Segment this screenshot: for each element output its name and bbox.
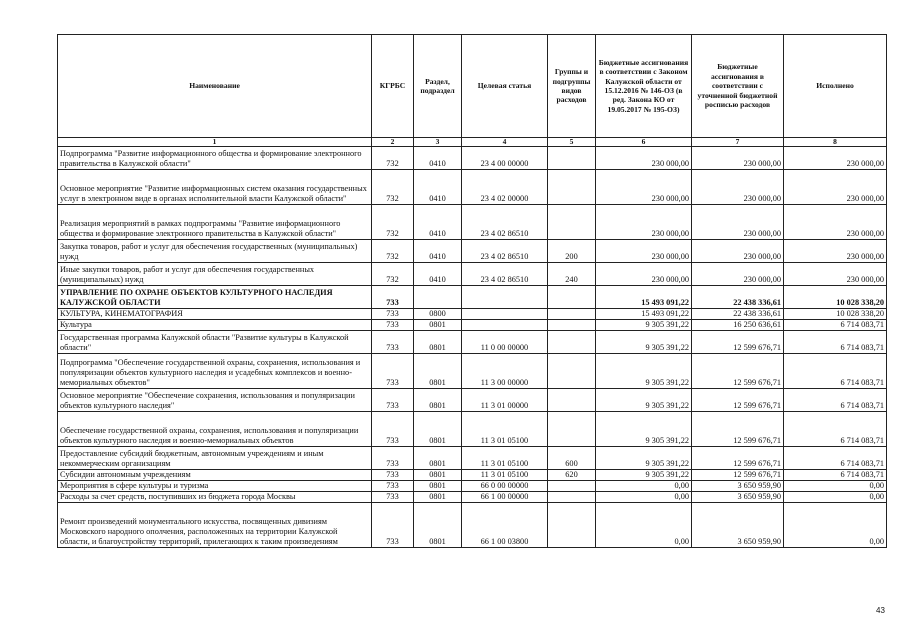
cell-group xyxy=(548,320,596,331)
cell-group xyxy=(548,354,596,389)
cell-budget-law: 9 305 391,22 xyxy=(596,470,692,481)
cell-group xyxy=(548,170,596,205)
cell-executed: 0,00 xyxy=(784,503,887,548)
header-target: Целевая статья xyxy=(462,35,548,138)
table-row xyxy=(58,320,887,331)
cell-budget-law: 230 000,00 xyxy=(596,147,692,170)
cell-group: 240 xyxy=(548,263,596,286)
cell-budget-refined: 16 250 636,61 xyxy=(692,320,784,331)
table-row xyxy=(58,492,887,503)
column-number: 2 xyxy=(372,138,414,147)
cell-budget-refined: 230 000,00 xyxy=(692,263,784,286)
cell-section: 0801 xyxy=(414,320,462,331)
cell-section: 0410 xyxy=(414,147,462,170)
cell-ktrbs: 733 xyxy=(372,492,414,503)
cell-budget-law: 15 493 091,22 xyxy=(596,286,692,309)
header-executed: Исполнено xyxy=(784,35,887,138)
table-row xyxy=(58,205,887,240)
cell-executed: 230 000,00 xyxy=(784,170,887,205)
cell-section: 0801 xyxy=(414,492,462,503)
cell-ktrbs: 732 xyxy=(372,263,414,286)
cell-group xyxy=(548,503,596,548)
table-row xyxy=(58,170,887,205)
cell-target: 23 4 00 00000 xyxy=(462,147,548,170)
cell-group xyxy=(548,309,596,320)
cell-group xyxy=(548,412,596,447)
cell-budget-refined: 12 599 676,71 xyxy=(692,354,784,389)
header-budget-refined: Бюджетные ассигнования в соответствии с уточненной бюджетной росписью расходов xyxy=(692,35,784,138)
column-number: 8 xyxy=(784,138,887,147)
cell-executed: 6 714 083,71 xyxy=(784,447,887,470)
cell-target: 11 0 00 00000 xyxy=(462,331,548,354)
cell-budget-law: 9 305 391,22 xyxy=(596,389,692,412)
cell-name: Реализация мероприятий в рамках подпрограммы "Развитие информационного общества и формирование электронного правительства в Калужской области" xyxy=(58,205,372,240)
cell-ktrbs: 733 xyxy=(372,286,414,309)
cell-name: Субсидии автономным учреждениям xyxy=(58,470,372,481)
cell-ktrbs: 732 xyxy=(372,205,414,240)
cell-executed: 230 000,00 xyxy=(784,205,887,240)
column-number: 4 xyxy=(462,138,548,147)
cell-target: 23 4 02 86510 xyxy=(462,263,548,286)
table-row xyxy=(58,481,887,492)
header-groups: Группы и подгруппы видов расходов xyxy=(548,35,596,138)
column-number: 3 xyxy=(414,138,462,147)
table-row xyxy=(58,470,887,481)
cell-budget-refined: 230 000,00 xyxy=(692,147,784,170)
cell-ktrbs: 733 xyxy=(372,354,414,389)
cell-budget-law: 15 493 091,22 xyxy=(596,309,692,320)
cell-budget-refined: 22 438 336,61 xyxy=(692,286,784,309)
cell-target: 66 1 00 03800 xyxy=(462,503,548,548)
cell-budget-refined: 3 650 959,90 xyxy=(692,503,784,548)
cell-executed: 6 714 083,71 xyxy=(784,412,887,447)
cell-target: 23 4 02 86510 xyxy=(462,205,548,240)
cell-budget-law: 230 000,00 xyxy=(596,205,692,240)
table-row xyxy=(58,503,887,548)
cell-budget-law: 230 000,00 xyxy=(596,170,692,205)
cell-budget-refined: 3 650 959,90 xyxy=(692,481,784,492)
table-row xyxy=(58,286,887,309)
cell-section: 0801 xyxy=(414,503,462,548)
cell-group xyxy=(548,205,596,240)
cell-section: 0801 xyxy=(414,470,462,481)
cell-ktrbs: 733 xyxy=(372,320,414,331)
cell-section: 0800 xyxy=(414,309,462,320)
cell-group xyxy=(548,331,596,354)
cell-ktrbs: 732 xyxy=(372,240,414,263)
cell-section: 0801 xyxy=(414,412,462,447)
cell-budget-refined: 230 000,00 xyxy=(692,205,784,240)
cell-group: 200 xyxy=(548,240,596,263)
cell-budget-law: 9 305 391,22 xyxy=(596,412,692,447)
cell-target xyxy=(462,320,548,331)
cell-section: 0801 xyxy=(414,447,462,470)
header-name: Наименование xyxy=(58,35,372,138)
cell-name: Мероприятия в сфере культуры и туризма xyxy=(58,481,372,492)
cell-target: 66 1 00 00000 xyxy=(462,492,548,503)
cell-budget-law: 230 000,00 xyxy=(596,240,692,263)
column-number: 6 xyxy=(596,138,692,147)
header-budget-law: Бюджетные ассигнования в соответствии с Законом Калужской области от 15.12.2016 № 146-ОЗ (в ред. Закона КО от 19.05.2017 № 195-ОЗ) xyxy=(596,35,692,138)
cell-ktrbs: 732 xyxy=(372,147,414,170)
cell-executed: 6 714 083,71 xyxy=(784,470,887,481)
cell-section: 0801 xyxy=(414,389,462,412)
cell-name: КУЛЬТУРА, КИНЕМАТОГРАФИЯ xyxy=(58,309,372,320)
table-row xyxy=(58,331,887,354)
cell-budget-refined: 3 650 959,90 xyxy=(692,492,784,503)
cell-ktrbs: 733 xyxy=(372,309,414,320)
cell-section xyxy=(414,286,462,309)
cell-ktrbs: 733 xyxy=(372,481,414,492)
cell-section: 0410 xyxy=(414,205,462,240)
cell-target: 11 3 00 00000 xyxy=(462,354,548,389)
table-body xyxy=(58,147,887,548)
cell-group xyxy=(548,492,596,503)
cell-ktrbs: 733 xyxy=(372,470,414,481)
cell-budget-refined: 12 599 676,71 xyxy=(692,470,784,481)
cell-group: 620 xyxy=(548,470,596,481)
table-row xyxy=(58,412,887,447)
cell-name: Предоставление субсидий бюджетным, автономным учреждениям и иным некоммерческим организациям xyxy=(58,447,372,470)
cell-name: Государственная программа Калужской области "Развитие культуры в Калужской области" xyxy=(58,331,372,354)
cell-target: 11 3 01 05100 xyxy=(462,470,548,481)
cell-group xyxy=(548,481,596,492)
table-row xyxy=(58,147,887,170)
cell-budget-law: 9 305 391,22 xyxy=(596,447,692,470)
cell-budget-refined: 22 438 336,61 xyxy=(692,309,784,320)
cell-budget-refined: 12 599 676,71 xyxy=(692,412,784,447)
cell-ktrbs: 732 xyxy=(372,170,414,205)
header-row xyxy=(58,35,887,138)
cell-target: 11 3 01 05100 xyxy=(462,412,548,447)
cell-ktrbs: 733 xyxy=(372,503,414,548)
cell-name: Расходы за счет средств, поступивших из бюджета города Москвы xyxy=(58,492,372,503)
cell-name: Культура xyxy=(58,320,372,331)
column-number-row xyxy=(58,138,887,147)
cell-name: Подпрограмма "Развитие информационного общества и формирование электронного правительства в Калужской области" xyxy=(58,147,372,170)
cell-target: 11 3 01 05100 xyxy=(462,447,548,470)
cell-ktrbs: 733 xyxy=(372,447,414,470)
cell-section: 0801 xyxy=(414,354,462,389)
cell-section: 0801 xyxy=(414,331,462,354)
cell-name: Ремонт произведений монументального искусства, посвященных дивизиям Московского народного ополчения, расположенных на территории Калужской области, и благоустройству территорий, прилегающих к таким произведениям xyxy=(58,503,372,548)
cell-budget-refined: 12 599 676,71 xyxy=(692,447,784,470)
cell-name: Основное мероприятие "Обеспечение сохранения, использования и популяризации объектов культурного наследия" xyxy=(58,389,372,412)
cell-target: 11 3 01 00000 xyxy=(462,389,548,412)
cell-budget-refined: 12 599 676,71 xyxy=(692,331,784,354)
cell-group xyxy=(548,147,596,170)
cell-ktrbs: 733 xyxy=(372,389,414,412)
cell-executed: 230 000,00 xyxy=(784,263,887,286)
cell-name: Иные закупки товаров, работ и услуг для обеспечения государственных (муниципальных) нужд xyxy=(58,263,372,286)
cell-target: 66 0 00 00000 xyxy=(462,481,548,492)
cell-target: 23 4 02 86510 xyxy=(462,240,548,263)
cell-target: 23 4 02 00000 xyxy=(462,170,548,205)
cell-name: Закупка товаров, работ и услуг для обеспечения государственных (муниципальных) нужд xyxy=(58,240,372,263)
budget-table xyxy=(57,34,887,548)
table-row xyxy=(58,447,887,470)
header-ktrbs: КГРБС xyxy=(372,35,414,138)
cell-budget-law: 0,00 xyxy=(596,481,692,492)
cell-budget-law: 9 305 391,22 xyxy=(596,354,692,389)
cell-executed: 10 028 338,20 xyxy=(784,309,887,320)
column-number: 1 xyxy=(58,138,372,147)
cell-executed: 0,00 xyxy=(784,481,887,492)
cell-executed: 230 000,00 xyxy=(784,240,887,263)
cell-budget-refined: 230 000,00 xyxy=(692,240,784,263)
cell-name: Обеспечение государственной охраны, сохранения, использования и популяризации объектов культурного наследия и военно-мемориальных объектов xyxy=(58,412,372,447)
cell-ktrbs: 733 xyxy=(372,412,414,447)
cell-section: 0410 xyxy=(414,263,462,286)
cell-executed: 230 000,00 xyxy=(784,147,887,170)
header-section: Раздел, подраздел xyxy=(414,35,462,138)
cell-target xyxy=(462,286,548,309)
cell-budget-law: 230 000,00 xyxy=(596,263,692,286)
cell-executed: 6 714 083,71 xyxy=(784,354,887,389)
table-row xyxy=(58,354,887,389)
column-number: 7 xyxy=(692,138,784,147)
cell-budget-law: 9 305 391,22 xyxy=(596,331,692,354)
cell-group xyxy=(548,389,596,412)
cell-budget-refined: 230 000,00 xyxy=(692,170,784,205)
cell-name: УПРАВЛЕНИЕ ПО ОХРАНЕ ОБЪЕКТОВ КУЛЬТУРНОГО НАСЛЕДИЯ КАЛУЖСКОЙ ОБЛАСТИ xyxy=(58,286,372,309)
cell-group xyxy=(548,286,596,309)
page-number: 43 xyxy=(876,606,885,615)
cell-section: 0410 xyxy=(414,170,462,205)
cell-section: 0410 xyxy=(414,240,462,263)
cell-section: 0801 xyxy=(414,481,462,492)
cell-ktrbs: 733 xyxy=(372,331,414,354)
table-row xyxy=(58,389,887,412)
cell-executed: 6 714 083,71 xyxy=(784,331,887,354)
cell-name: Основное мероприятие "Развитие информационных систем оказания государственных услуг в электронном виде в органах исполнительной власти Калужской области" xyxy=(58,170,372,205)
cell-executed: 0,00 xyxy=(784,492,887,503)
cell-executed: 6 714 083,71 xyxy=(784,389,887,412)
cell-group: 600 xyxy=(548,447,596,470)
cell-executed: 10 028 338,20 xyxy=(784,286,887,309)
cell-name: Подпрограмма "Обеспечение государственной охраны, сохранения, использования и популяризации объектов культурного наследия и усадебных комплексов и военно-мемориальных объектов" xyxy=(58,354,372,389)
cell-budget-refined: 12 599 676,71 xyxy=(692,389,784,412)
cell-budget-law: 0,00 xyxy=(596,503,692,548)
column-number: 5 xyxy=(548,138,596,147)
cell-budget-law: 0,00 xyxy=(596,492,692,503)
table-row xyxy=(58,263,887,286)
table-row xyxy=(58,309,887,320)
cell-budget-law: 9 305 391,22 xyxy=(596,320,692,331)
table-row xyxy=(58,240,887,263)
cell-target xyxy=(462,309,548,320)
cell-executed: 6 714 083,71 xyxy=(784,320,887,331)
